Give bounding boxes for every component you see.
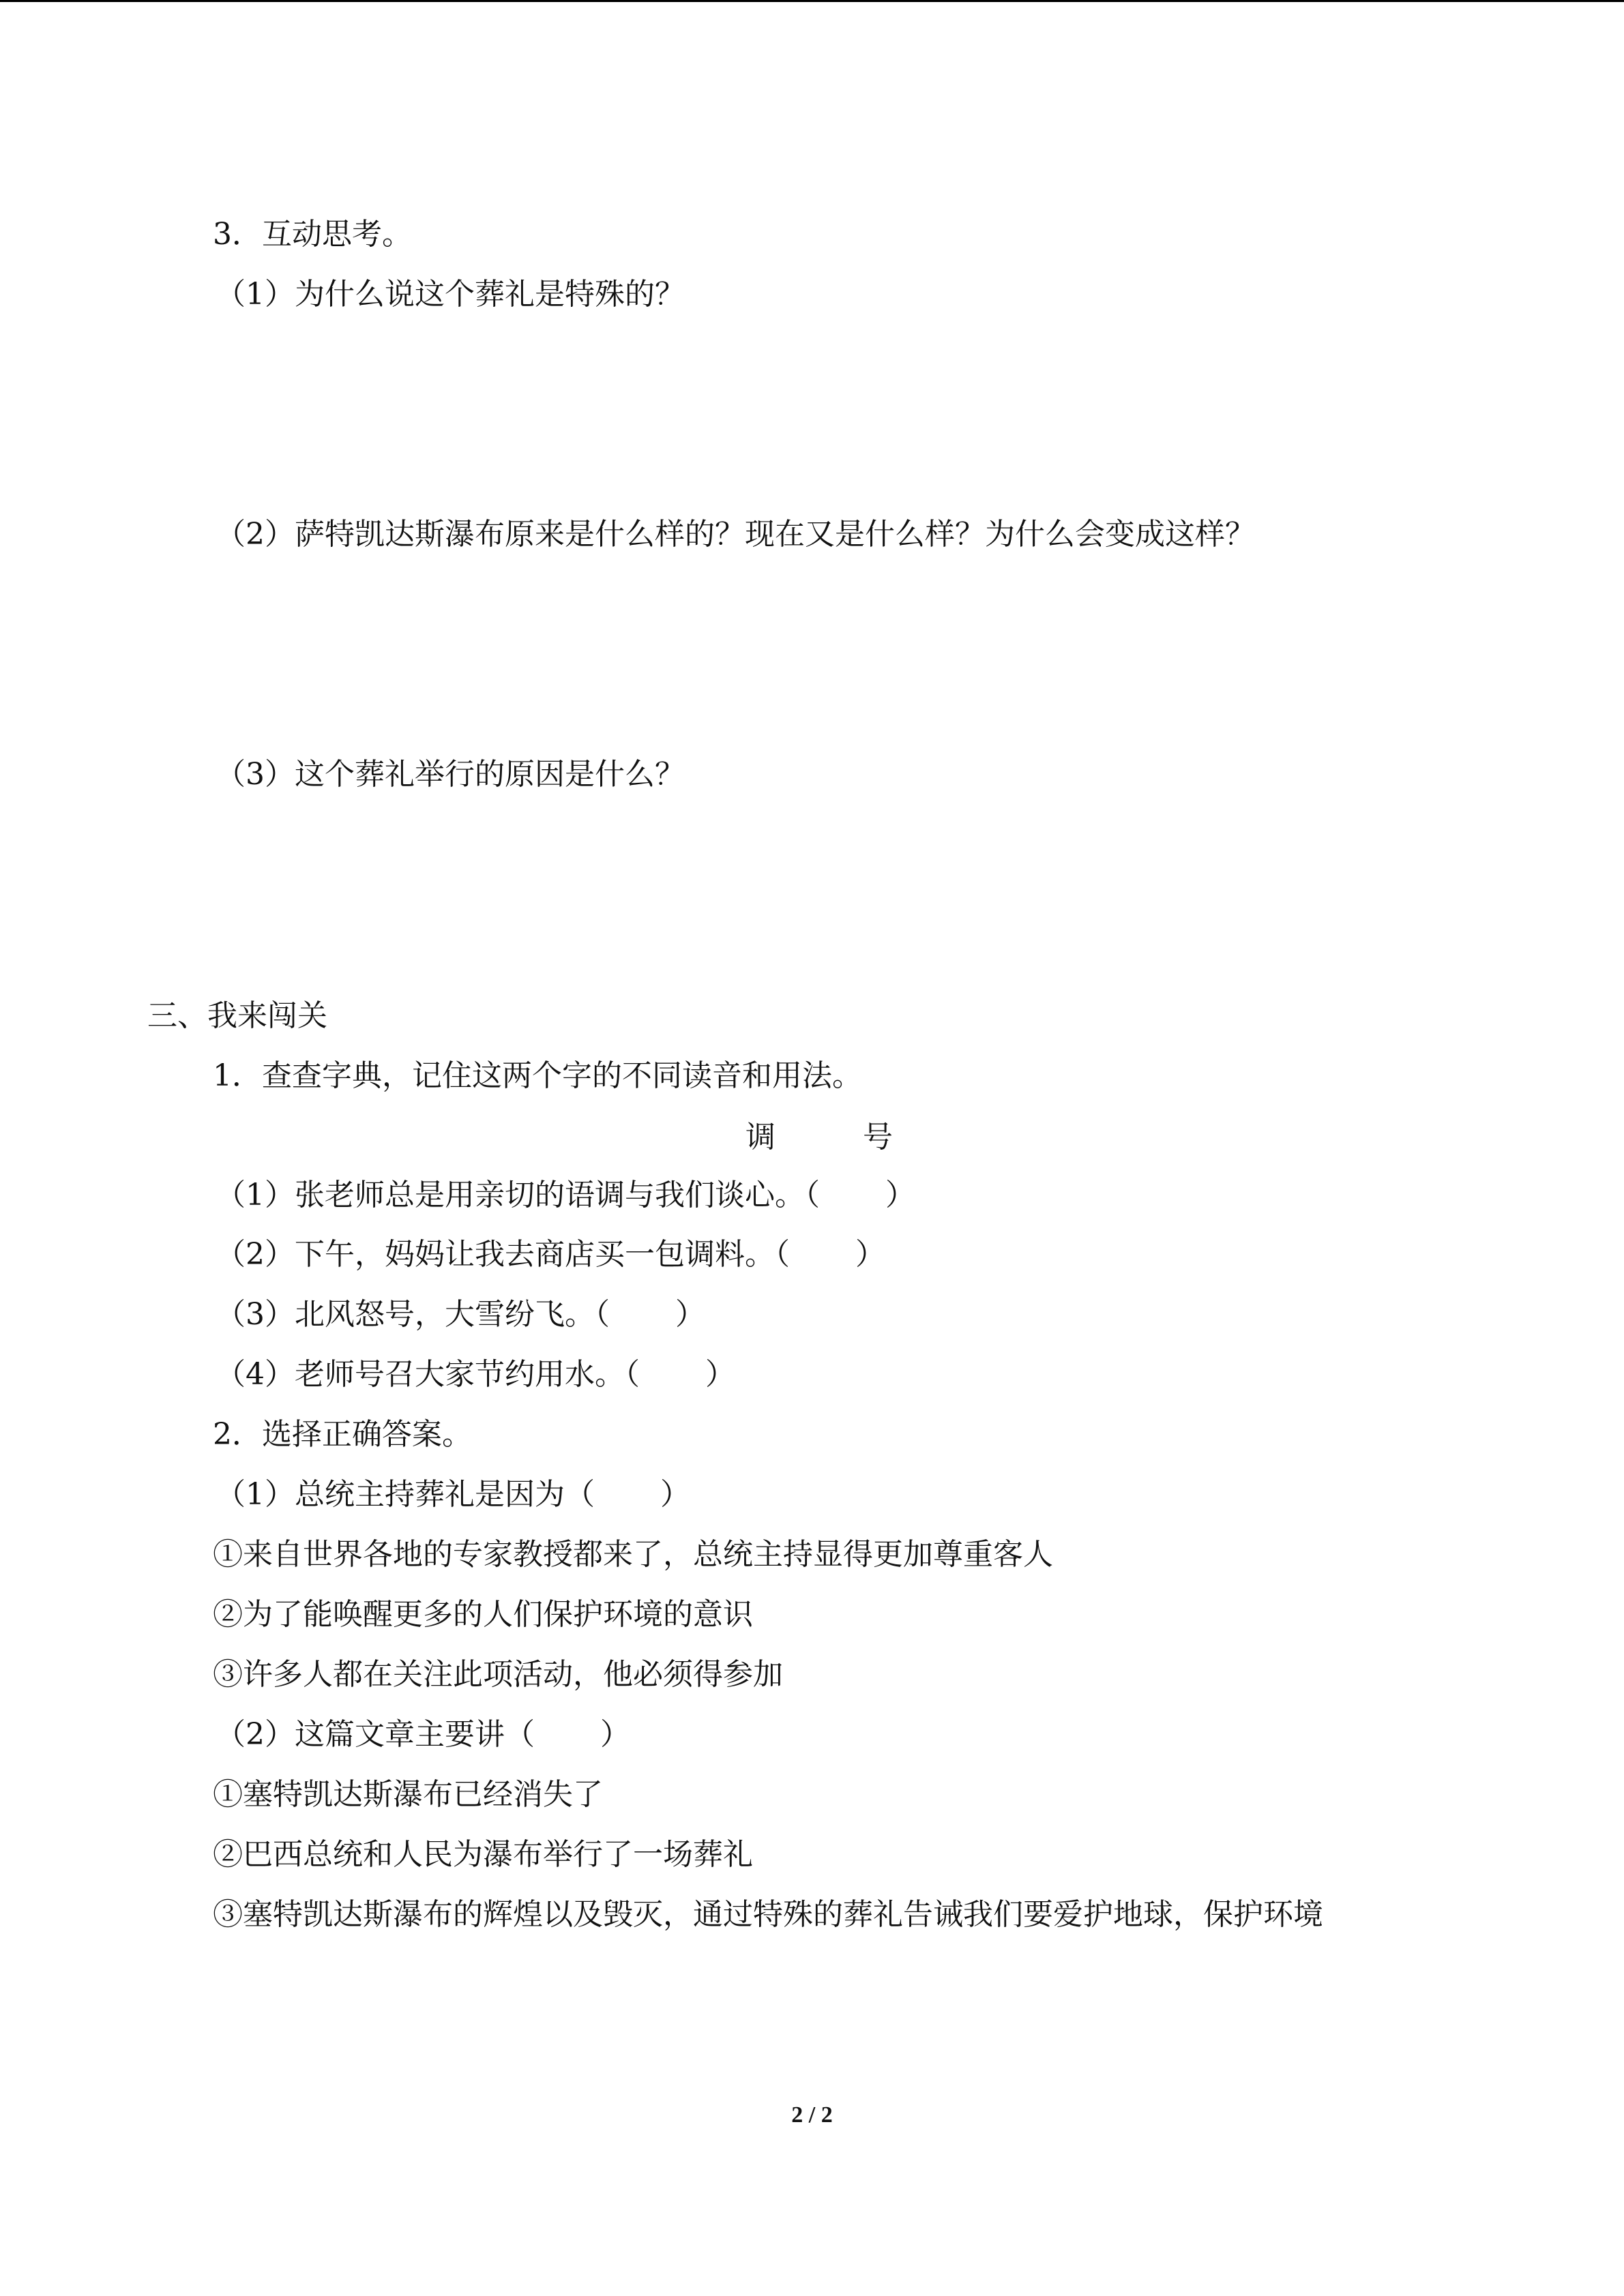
q2-option-3: ③塞特凯达斯瀑布的辉煌以及毁灭，通过特殊的葬礼告诫我们要爱护地球，保护环境 — [213, 1897, 1323, 1932]
q1-option-2: ②为了能唤醒更多的人们保护环境的意识 — [213, 1597, 753, 1632]
task1-item-4 — [216, 1356, 735, 1394]
task2-question-2 — [216, 1716, 630, 1754]
q2-option-1: ①塞特凯达斯瀑布已经消失了 — [213, 1777, 603, 1812]
close-paren: ） — [705, 1357, 735, 1392]
q1-option-1: ①来自世界各地的专家教授都来了，总统主持显得更加尊重客人 — [213, 1537, 1053, 1572]
question-3: （3）这个葬礼举行的原因是什么？ — [216, 757, 685, 792]
task2-title: 2．选择正确答案。 — [213, 1417, 472, 1452]
character-pair — [745, 1118, 893, 1157]
page-number: 2 / 2 — [791, 2102, 833, 2128]
character-tiao: 调 — [745, 1120, 776, 1154]
task2-question-1 — [216, 1476, 690, 1514]
section3-title: 3．互动思考。 — [213, 217, 412, 252]
task1-item-3 — [216, 1296, 705, 1334]
task1-item-1 — [216, 1176, 915, 1214]
close-paren: ） — [885, 1178, 915, 1212]
q1-option-3: ③许多人都在关注此项活动，他必须得参加 — [213, 1657, 783, 1692]
item-text: （4）老师号召大家节约用水。（ — [216, 1357, 640, 1392]
task1-item-2 — [216, 1236, 885, 1274]
part3-heading: 三、我来闯关 — [147, 998, 327, 1033]
character-hao: 号 — [863, 1120, 893, 1154]
question-2: （2）萨特凯达斯瀑布原来是什么样的？现在又是什么样？为什么会变成这样？ — [216, 517, 1255, 552]
item-text: （3）北风怒号，大雪纷飞。（ — [216, 1297, 610, 1332]
question-text: （2）这篇文章主要讲（ — [216, 1717, 535, 1752]
close-paren: ） — [600, 1717, 630, 1752]
close-paren: ） — [855, 1237, 885, 1272]
item-text: （1）张老师总是用亲切的语调与我们谈心。（ — [216, 1178, 820, 1212]
q2-option-2: ②巴西总统和人民为瀑布举行了一场葬礼 — [213, 1837, 753, 1872]
question-text: （1）总统主持葬礼是因为（ — [216, 1477, 595, 1512]
item-text: （2）下午，妈妈让我去商店买一包调料。（ — [216, 1237, 790, 1272]
question-1: （1）为什么说这个葬礼是特殊的？ — [216, 277, 685, 312]
task1-title: 1．查查字典，记住这两个字的不同读音和用法。 — [213, 1058, 862, 1093]
close-paren: ） — [660, 1477, 690, 1512]
close-paren: ） — [675, 1297, 705, 1332]
top-border-rule — [0, 0, 1624, 2]
